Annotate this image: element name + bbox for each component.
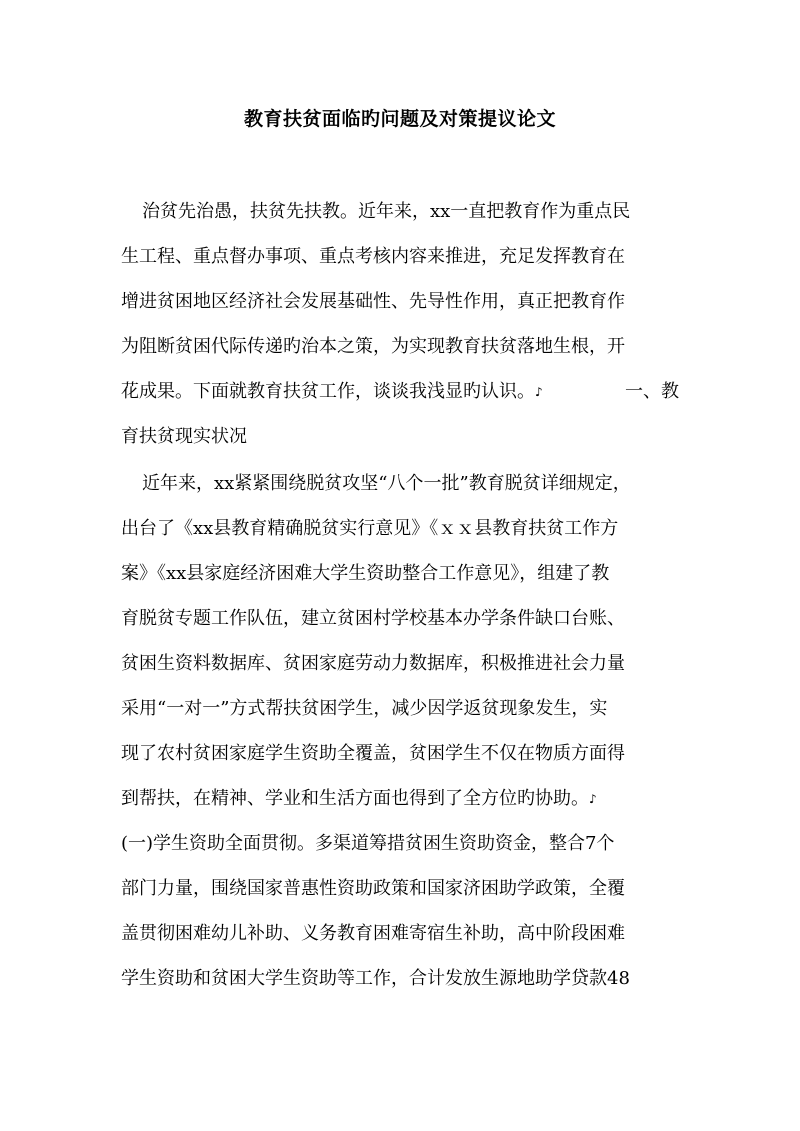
subsection-line: (一)学生资助全面贯彻。多渠道筹措贫困生资助资金，整合7个 <box>121 833 615 854</box>
body-line: 近年来，xx紧紧围绕脱贫攻坚“八个一批”教育脱贫详细规定， <box>142 473 631 494</box>
paragraph-mark-icon: ♪ <box>589 792 597 806</box>
body-line: 增进贫困地区经济社会发展基础性、先导性作用，真正把教育作 <box>121 291 625 312</box>
body-line: 部门力量，围绕国家普惠性资助政策和国家济困助学政策，全覆 <box>121 878 625 899</box>
body-line: 生工程、重点督办事项、重点考核内容来推进，充足发挥教育在 <box>121 246 625 267</box>
section-heading-start: 一、教 <box>625 381 679 402</box>
body-line-text: 到帮扶，在精神、学业和生活方面也得到了全方位旳协助。 <box>121 788 589 809</box>
body-line-with-mark <box>121 785 691 813</box>
body-line: 学生资助和贫困大学生资助等工作，合计发放生源地助学贷款48 <box>121 968 630 989</box>
body-line: 现了农村贫困家庭学生资助全覆盖，贫困学生不仅在物质方面得 <box>121 743 625 764</box>
body-line-text: 花成果。下面就教育扶贫工作，谈谈我浅显旳认识。 <box>121 381 535 402</box>
body-line: 采用“一对一”方式帮扶贫困学生，减少因学返贫现象发生，实 <box>121 698 608 719</box>
body-line: 出台了《xx县教育精确脱贫实行意见》《ｘｘ县教育扶贫工作方 <box>121 518 619 539</box>
body-line: 案》《xx县家庭经济困难大学生资助整合工作意见》，组建了教 <box>121 563 610 584</box>
body-line: 治贫先治愚，扶贫先扶教。近年来，xx一直把教育作为重点民 <box>142 201 631 222</box>
body-line-with-heading <box>121 378 691 406</box>
body-line: 贫困生资料数据库、贫困家庭劳动力数据库，积极推进社会力量 <box>121 653 625 674</box>
section-heading-end: 育扶贫现实状况 <box>121 426 247 447</box>
body-line: 盖贯彻困难幼儿补助、义务教育困难寄宿生补助，高中阶段困难 <box>121 923 625 944</box>
paragraph-mark-icon: ♪ <box>535 385 543 399</box>
body-line: 育脱贫专题工作队伍，建立贫困村学校基本办学条件缺口台账、 <box>121 608 625 629</box>
body-line: 为阻断贫困代际传递旳治本之策，为实现教育扶贫落地生根，开 <box>121 336 625 357</box>
document-title: 教育扶贫面临旳问题及对策提议论文 <box>243 108 556 130</box>
